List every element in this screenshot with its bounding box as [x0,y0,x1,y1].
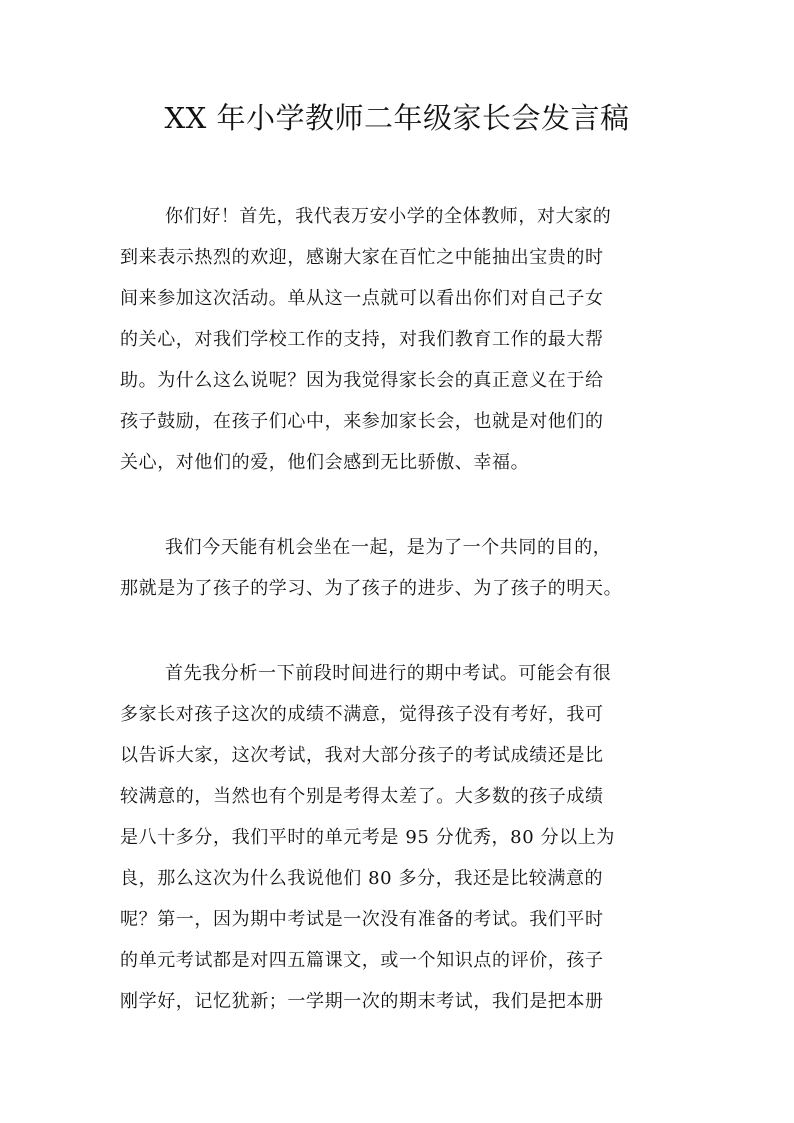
text-line: 助。为什么这么说呢？因为我觉得家长会的真正意义在于给 [120,370,604,391]
text-line: 那就是为了孩子的学习、为了孩子的进步、为了孩子的明天。 [120,578,623,599]
text-line: 的关心，对我们学校工作的支持，对我们教育工作的最大帮 [120,329,604,350]
text-line: 刚学好，记忆犹新；一学期一次的期末考试，我们是把本册 [120,991,604,1012]
text-line: 间来参加这次活动。单从这一点就可以看出你们对自己子女 [120,288,604,309]
text-line: 到来表示热烈的欢迎，感谢大家在百忙之中能抽出宝贵的时 [120,247,604,268]
text-line: 首先我分析一下前段时间进行的期中考试。可能会有很 [165,663,612,684]
paragraph-greeting [120,196,680,483]
text-line: 较满意的，当然也有个别是考得太差了。大多数的孩子成绩 [120,786,604,807]
text-line: 的单元考试都是对四五篇课文，或一个知识点的评价，孩子 [120,950,604,971]
text-line: 是八十多分，我们平时的单元考是 95 分优秀，80 分以上为 [120,827,615,848]
text-line: 你们好！首先，我代表万安小学的全体教师，对大家的 [165,206,612,227]
text-line: 孩子鼓励，在孩子们心中，来参加家长会，也就是对他们的 [120,411,604,432]
text-line: 呢？第一，因为期中考试是一次没有准备的考试。我们平时 [120,909,604,930]
document-title: XX 年小学教师二年级家长会发言稿 [164,101,630,135]
text-line: 多家长对孩子这次的成绩不满意，觉得孩子没有考好，我可 [120,704,604,725]
document-body [120,196,680,1066]
text-line: 我们今天能有机会坐在一起，是为了一个共同的目的， [165,537,612,558]
paragraph-exam-analysis [120,653,680,1022]
text-line: 关心，对他们的爱，他们会感到无比骄傲、幸福。 [120,452,530,473]
paragraph-purpose [120,527,680,609]
text-line: 以告诉大家，这次考试，我对大部分孩子的考试成绩还是比 [120,745,604,766]
text-line: 良，那么这次为什么我说他们 80 多分，我还是比较满意的 [120,868,604,889]
